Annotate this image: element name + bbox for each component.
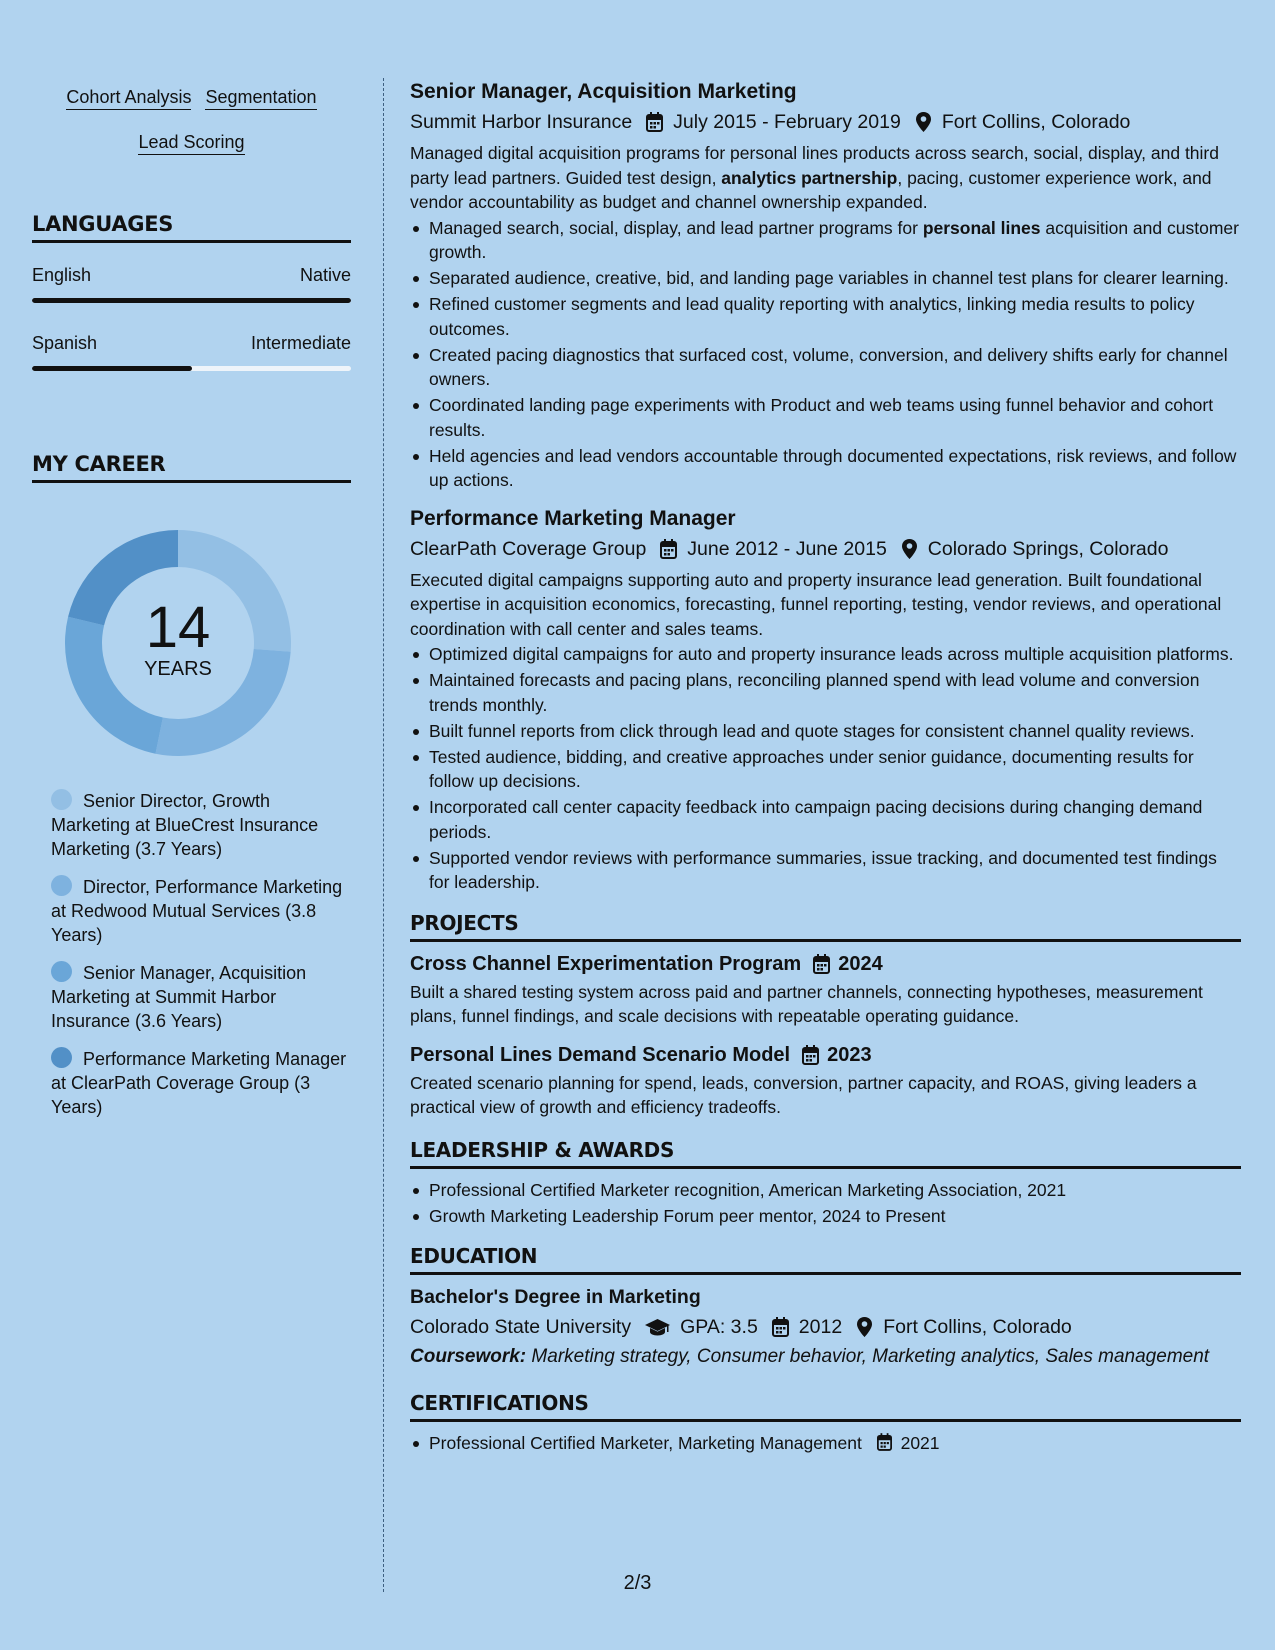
- award-item: Professional Certified Marketer recognition, American Marketing Association, 2021: [410, 1178, 1241, 1203]
- job-dates: June 2012 - June 2015: [687, 537, 887, 560]
- left-column: [32, 76, 351, 1117]
- language-level: Native: [299, 265, 351, 285]
- legend-dot: [51, 961, 72, 982]
- job-summary: Executed digital campaigns supporting auto and property insurance lead generation. Built foundational expertise in acquisition economics, forecasting, funnel reporting, testing, vendor reviews, and operational coordination with call center and sales teams.: [410, 569, 1222, 639]
- certification-item: Professional Certified Marketer, Marketing Management 2021: [410, 1431, 1241, 1458]
- job-bullet: Held agencies and lead vendors accountable through documented expectations, risk reviews, and follow up actions.: [410, 444, 1241, 493]
- map-pin-icon: [856, 1317, 873, 1337]
- company-name: Summit Harbor Insurance: [410, 111, 633, 133]
- project-title: Personal Lines Demand Scenario Model: [410, 1043, 791, 1066]
- career-donut-chart: [65, 530, 291, 756]
- career-legend-item: Director, Performance Marketing at Redwood Mutual Services (3.8 Years): [51, 877, 343, 945]
- school-location: Fort Collins, Colorado: [883, 1316, 1072, 1338]
- column-divider: [383, 78, 384, 1592]
- page-number: 2/3: [623, 1572, 652, 1594]
- job-bullet: Maintained forecasts and pacing plans, reconciling planned spend with lead volume and conversion trends monthly.: [410, 668, 1241, 717]
- languages-heading: LANGUAGES: [32, 212, 351, 243]
- certifications-list: [410, 1431, 1241, 1458]
- projects-section: [410, 911, 1241, 1120]
- awards-list: [410, 1178, 1241, 1229]
- right-column: [410, 78, 1241, 1459]
- project-description: Built a shared testing system across paid and partner channels, connecting hypotheses, measurement plans, funnel findings, and scale decisions with repeatable operating guidance.: [410, 981, 1203, 1026]
- gpa: GPA: 3.5: [680, 1316, 758, 1338]
- graduation-cap-icon: [645, 1317, 670, 1337]
- job-location: Colorado Springs, Colorado: [927, 537, 1169, 560]
- calendar-icon: [802, 1045, 819, 1065]
- job-bullet: Coordinated landing page experiments with Product and web teams using funnel behavior and cohort results.: [410, 393, 1241, 442]
- skill-tag: Cohort Analysis: [66, 86, 191, 110]
- career-legend-item: Senior Manager, Acquisition Marketing at Summit Harbor Insurance (3.6 Years): [51, 963, 307, 1031]
- projects-heading: PROJECTS: [410, 911, 1241, 942]
- job-bullet: Incorporated call center capacity feedback into campaign pacing decisions during changing demand periods.: [410, 795, 1241, 844]
- job-meta: [410, 108, 1241, 136]
- legend-dot: [51, 789, 72, 810]
- job-bullet: Managed search, social, display, and lead partner programs for personal lines acquisition and customer growth.: [410, 216, 1241, 265]
- language-level: Intermediate: [250, 333, 351, 353]
- job-entry: [410, 78, 1241, 493]
- project-entry: [410, 1041, 1241, 1120]
- job-location: Fort Collins, Colorado: [941, 111, 1131, 133]
- education-section: [410, 1244, 1241, 1369]
- calendar-icon: [877, 1433, 892, 1458]
- project-year: 2024: [838, 952, 883, 975]
- map-pin-icon: [901, 539, 918, 559]
- job-bullet: Optimized digital campaigns for auto and property insurance leads across multiple acquisition platforms.: [410, 642, 1241, 667]
- career-legend-item: Senior Director, Growth Marketing at BlueCrest Insurance Marketing (3.7 Years): [51, 791, 319, 859]
- job-bullets: [410, 642, 1241, 895]
- job-bullet: Created pacing diagnostics that surfaced cost, volume, conversion, and delivery shifts early for channel owners.: [410, 343, 1241, 392]
- language-proficiency-bar: [32, 298, 351, 303]
- calendar-icon: [813, 954, 830, 974]
- calendar-icon: [772, 1317, 789, 1337]
- company-name: ClearPath Coverage Group: [410, 537, 647, 560]
- legend-dot: [51, 875, 72, 896]
- career-total-years: 14: [145, 595, 211, 660]
- language-name: English: [32, 265, 92, 285]
- career-legend: [51, 789, 351, 1133]
- skills-list: [32, 76, 351, 166]
- career-section: [32, 452, 351, 483]
- calendar-icon: [660, 539, 677, 559]
- certification-year: 2021: [900, 1433, 940, 1453]
- education-heading: EDUCATION: [410, 1244, 1241, 1275]
- degree-title: Bachelor's Degree in Marketing: [410, 1286, 701, 1308]
- certifications-section: [410, 1391, 1241, 1458]
- job-entry: [410, 505, 1241, 895]
- coursework: Coursework: Marketing strategy, Consumer behavior, Marketing analytics, Sales management: [410, 1346, 1210, 1367]
- language-proficiency-bar: [32, 366, 351, 371]
- education-meta: [410, 1313, 1241, 1341]
- skill-tag: Segmentation: [205, 86, 316, 110]
- project-title: Cross Channel Experimentation Program: [410, 952, 802, 975]
- awards-heading: LEADERSHIP & AWARDS: [410, 1138, 1241, 1169]
- calendar-icon: [646, 112, 663, 132]
- project-description: Created scenario planning for spend, leads, conversion, partner capacity, and ROAS, giving leaders a practical view of growth and efficiency tradeoffs.: [410, 1072, 1197, 1117]
- language-proficiency-fill: [32, 298, 351, 303]
- legend-dot: [51, 1047, 72, 1068]
- certifications-heading: CERTIFICATIONS: [410, 1391, 1241, 1422]
- school-name: Colorado State University: [410, 1316, 632, 1338]
- graduation-year: 2012: [798, 1316, 843, 1338]
- career-heading: MY CAREER: [32, 452, 351, 483]
- job-summary: Managed digital acquisition programs for personal lines products across search, social, display, and third party lead partners. Guided test design, analytics partnership, pacing, customer experience work, and vendor accountability as budget and channel ownership expanded.: [410, 143, 1219, 212]
- skill-tag: Lead Scoring: [138, 131, 244, 155]
- awards-section: [410, 1138, 1241, 1229]
- job-bullet: Supported vendor reviews with performance summaries, issue tracking, and documented test findings for leadership.: [410, 846, 1241, 895]
- job-bullet: Separated audience, creative, bid, and landing page variables in channel test plans for clearer learning.: [410, 266, 1241, 291]
- language-name: Spanish: [32, 333, 98, 353]
- job-dates: July 2015 - February 2019: [673, 111, 901, 133]
- award-item: Growth Marketing Leadership Forum peer mentor, 2024 to Present: [410, 1204, 1241, 1229]
- project-year: 2023: [827, 1043, 872, 1066]
- job-bullets: [410, 216, 1241, 493]
- career-total-unit: YEARS: [144, 658, 212, 680]
- language-proficiency-fill: [32, 366, 192, 371]
- language-item: [32, 265, 351, 303]
- project-title-row: [410, 950, 1241, 978]
- job-bullet: Tested audience, bidding, and creative approaches under senior guidance, documenting results for follow up decisions.: [410, 745, 1241, 794]
- project-title-row: [410, 1041, 1241, 1069]
- languages-section: [32, 212, 351, 371]
- career-legend-item: Performance Marketing Manager at ClearPath Coverage Group (3 Years): [51, 1049, 347, 1117]
- job-bullet: Refined customer segments and lead quality reporting with analytics, linking media results to policy outcomes.: [410, 292, 1241, 341]
- job-meta: [410, 535, 1241, 563]
- job-title: Senior Manager, Acquisition Marketing: [410, 80, 797, 103]
- map-pin-icon: [915, 112, 932, 132]
- language-item: [32, 333, 351, 371]
- job-title: Performance Marketing Manager: [410, 506, 736, 530]
- project-entry: [410, 950, 1241, 1029]
- job-bullet: Built funnel reports from click through lead and quote stages for consistent channel quality reviews.: [410, 719, 1241, 744]
